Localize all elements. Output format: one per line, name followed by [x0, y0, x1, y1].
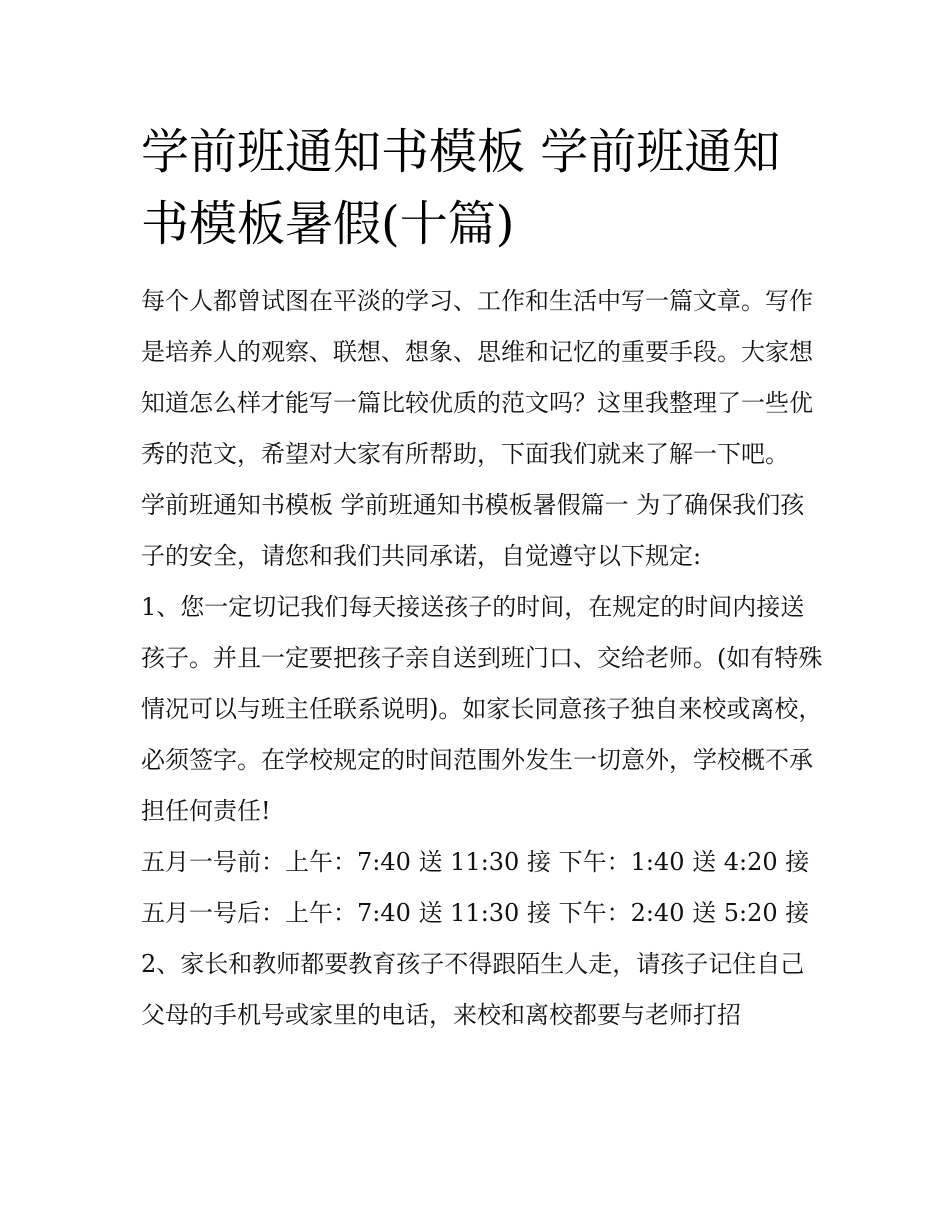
- section-heading-paragraph: 学前班通知书模板 学前班通知书模板暑假篇一 为了确保我们孩子的安全，请您和我们共同承诺，自觉遵守以下规定:: [141, 491, 805, 570]
- intro-paragraph: 每个人都曾试图在平淡的学习、工作和生活中写一篇文章。写作是培养人的观察、联想、想象、思维和记忆的重要手段。大家想知道怎么样才能写一篇比较优质的范文吗？这里我整理了一些优秀的范文，希望对大家有所帮助，下面我们就来了解一下吧。: [141, 287, 813, 468]
- document-body: [141, 276, 825, 1041]
- rule-2-paragraph: 2、家长和教师都要教育孩子不得跟陌生人走，请孩子记住自己父母的手机号或家里的电话，来校和离校都要与老师打招: [141, 950, 805, 1029]
- document-title: 学前班通知书模板 学前班通知书模板暑假(十篇): [141, 124, 781, 252]
- schedule-paragraph: 五月一号前：上午：7:40 送 11:30 接 下午：1:40 送 4:20 接 五月一号后：上午：7:40 送 11:30 接 下午：2:40 送 5:20 接: [141, 848, 810, 927]
- rule-1-paragraph: 1、您一定切记我们每天接送孩子的时间，在规定的时间内接送孩子。并且一定要把孩子亲自送到班门口、交给老师。(如有特殊情况可以与班主任联系说明)。如家长同意孩子独自来校或离校，必须签字。在学校规定的时间范围外发生一切意外，学校概不承担任何责任!: [141, 593, 823, 825]
